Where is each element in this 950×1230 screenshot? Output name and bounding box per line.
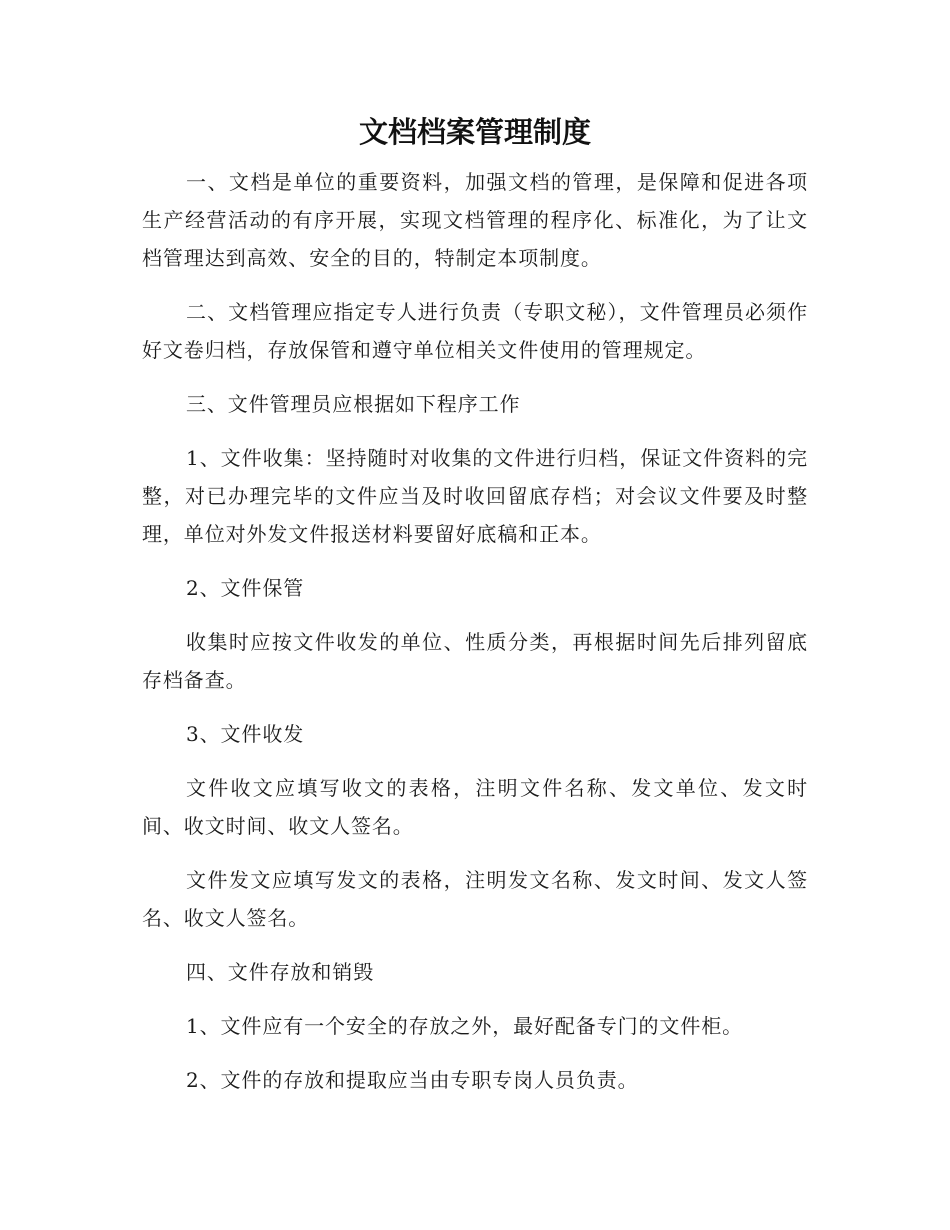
paragraph-5: 2、文件保管 <box>186 576 305 600</box>
paragraph-9: 文件发文应填写发文的表格，注明发文名称、发文时间、发文人签名、收文人签名。 <box>142 868 808 930</box>
paragraph-2: 二、文档管理应指定专人进行负责（专职文秘），文件管理员必须作好文卷归档，存放保管和遵守单位相关文件使用的管理规定。 <box>142 300 808 362</box>
paragraph-8: 文件收文应填写收文的表格，注明文件名称、发文单位、发文时间、收文时间、收文人签名。 <box>142 776 808 838</box>
paragraph-3: 三、文件管理员应根据如下程序工作 <box>186 392 521 416</box>
paragraph-7: 3、文件收发 <box>186 722 305 746</box>
paragraph-12: 2、文件的存放和提取应当由专职专岗人员负责。 <box>186 1068 639 1092</box>
paragraph-1: 一、文档是单位的重要资料，加强文档的管理，是保障和促进各项生产经营活动的有序开展，实现文档管理的程序化、标准化，为了让文档管理达到高效、安全的目的，特制定本项制度。 <box>142 170 808 270</box>
paragraph-11: 1、文件应有一个安全的存放之外，最好配备专门的文件柜。 <box>186 1014 744 1038</box>
paragraph-4: 1、文件收集：坚持随时对收集的文件进行归档，保证文件资料的完整，对已办理完毕的文件应当及时收回留底存档；对会议文件要及时整理，单位对外发文件报送材料要留好底稿和正本。 <box>142 446 808 546</box>
document-title: 文档档案管理制度 <box>358 115 591 149</box>
paragraph-6: 收集时应按文件收发的单位、性质分类，再根据时间先后排列留底存档备查。 <box>142 630 808 692</box>
document-body <box>142 163 808 1115</box>
paragraph-10: 四、文件存放和销毁 <box>186 960 375 984</box>
